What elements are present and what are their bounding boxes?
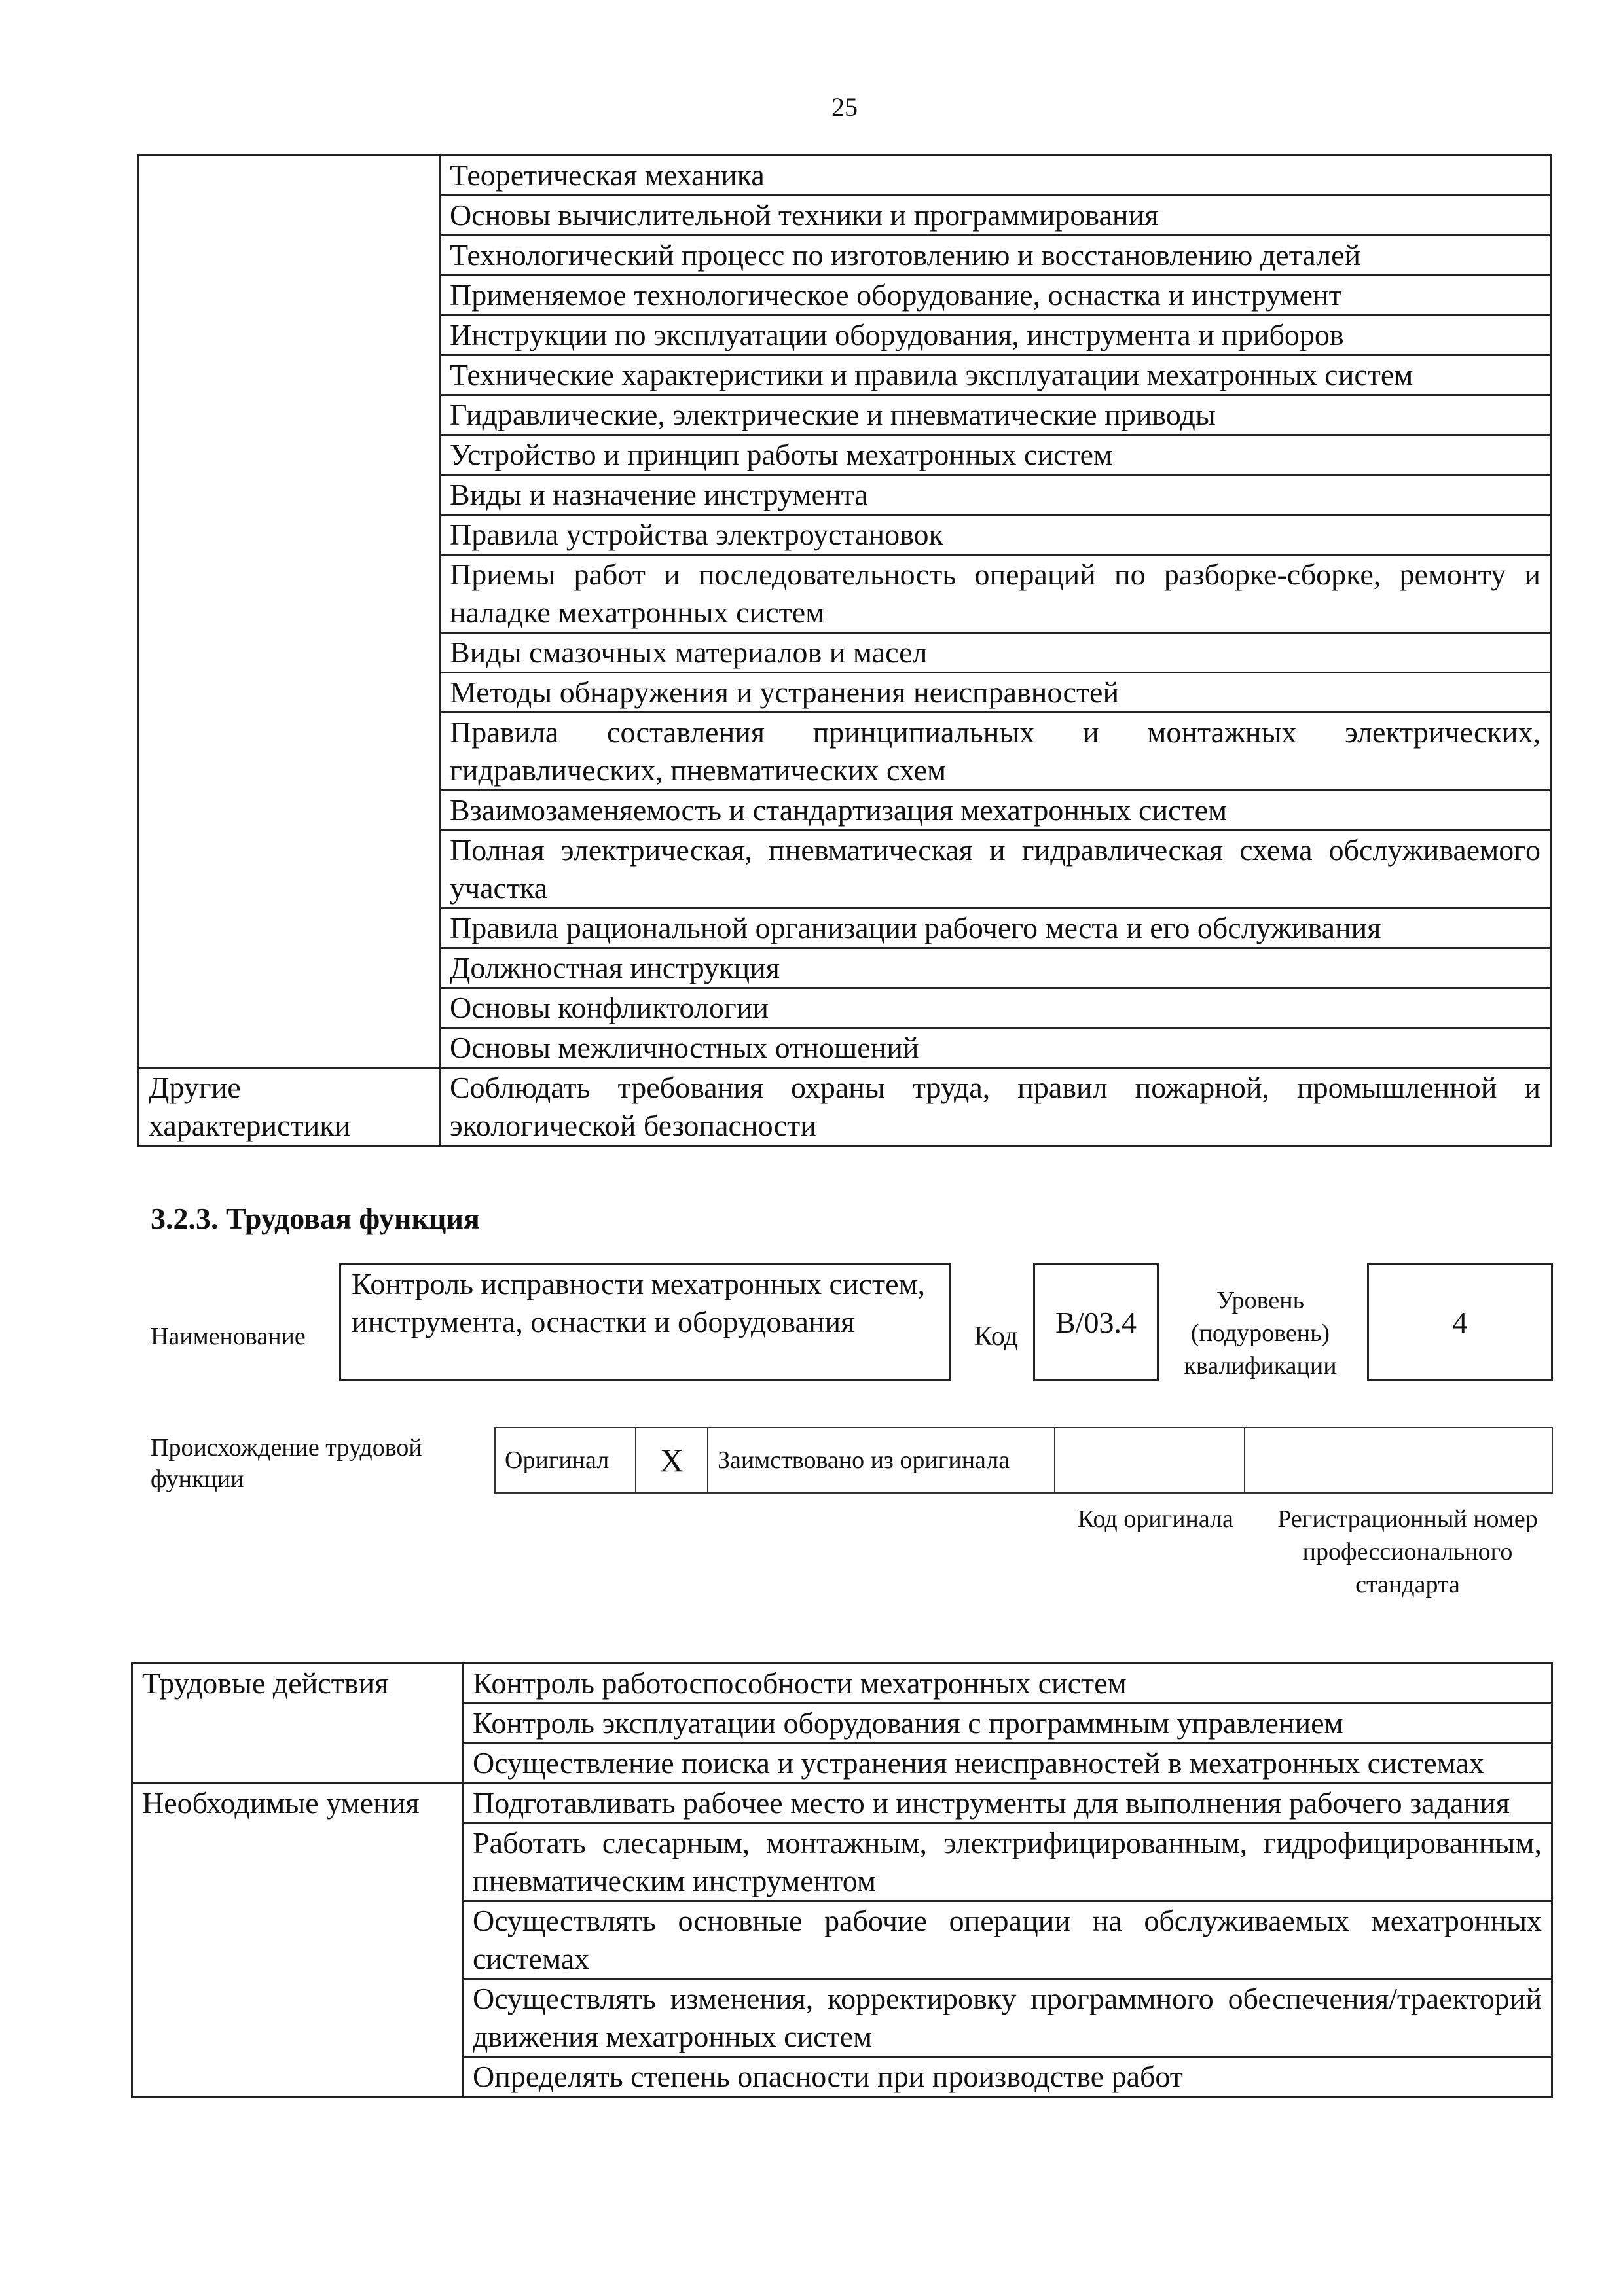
knowledge-item: Методы обнаружения и устранения неисправностей [440, 673, 1551, 713]
required-skill: Работать слесарным, монтажным, электрифицированным, гидрофицированным, пневматическим инструментом [463, 1823, 1552, 1901]
original-mark: X [636, 1427, 708, 1493]
labor-action: Контроль эксплуатации оборудования с программным управлением [463, 1704, 1552, 1744]
required-skill: Осуществлять основные рабочие операции на обслуживаемых мехатронных системах [463, 1901, 1552, 1979]
code-original-caption: Код оригинала [1078, 1505, 1233, 1533]
knowledge-item: Виды и назначение инструмента [440, 475, 1551, 515]
knowledge-item: Должностная инструкция [440, 948, 1551, 988]
knowledge-item: Основы конфликтологии [440, 988, 1551, 1028]
borrowed-cell: Заимствовано из оригинала [708, 1427, 1055, 1493]
knowledge-row [139, 156, 1551, 196]
function-name-box: Контроль исправности мехатронных систем, инструмента, оснастки и оборудования [339, 1263, 951, 1381]
knowledge-item: Приемы работ и последовательность операций по разборке-сборке, ремонту и наладке мехатронных систем [440, 555, 1551, 633]
page-number: 25 [831, 92, 858, 122]
knowledge-item: Гидравлические, электрические и пневматические приводы [440, 395, 1551, 435]
knowledge-item: Теоретическая механика [440, 156, 1551, 196]
knowledge-item: Технические характеристики и правила эксплуатации мехатронных систем [440, 355, 1551, 395]
knowledge-item: Основы вычислительной техники и программирования [440, 196, 1551, 236]
required-skill: Осуществлять изменения, корректировку программного обеспечения/траекторий движения мехатронных систем [463, 1979, 1552, 2057]
other-characteristics-value: Соблюдать требования охраны труда, правил пожарной, промышленной и экологической безопасности [440, 1068, 1551, 1146]
function-level-box: 4 [1367, 1263, 1553, 1381]
labor-action: Контроль работоспособности мехатронных систем [463, 1664, 1552, 1704]
knowledge-item: Технологический процесс по изготовлению и восстановлению деталей [440, 236, 1551, 276]
knowledge-label-cell [139, 156, 440, 1068]
function-table [131, 1662, 1553, 2098]
origin-table [494, 1427, 1553, 1494]
knowledge-table [137, 154, 1552, 1147]
origin-label: Происхождение трудовой функции [151, 1434, 422, 1493]
knowledge-item: Взаимозаменяемость и стандартизация мехатронных систем [440, 791, 1551, 831]
knowledge-item: Полная электрическая, пневматическая и гидравлическая схема обслуживаемого участка [440, 831, 1551, 908]
required-skill-label: Необходимые умения [132, 1784, 463, 2097]
original-cell: Оригинал [495, 1427, 636, 1493]
labor-action: Осуществление поиска и устранения неисправностей в мехатронных системах [463, 1744, 1552, 1784]
other-characteristics-row [139, 1068, 1551, 1146]
knowledge-item: Правила составления принципиальных и монтажных электрических, гидравлических, пневматических схем [440, 713, 1551, 791]
level-label: Уровень (подуровень) квалификации [1184, 1287, 1337, 1380]
registration-number-caption: Регистрационный номер профессионального стандарта [1277, 1505, 1538, 1598]
knowledge-item: Правила устройства электроустановок [440, 515, 1551, 555]
knowledge-item: Виды смазочных материалов и масел [440, 633, 1551, 673]
labor-action-label: Трудовые действия [132, 1664, 463, 1784]
labor-action-row [132, 1664, 1552, 1704]
code-label: Код [974, 1321, 1019, 1352]
required-skill: Подготавливать рабочее место и инструменты для выполнения рабочего задания [463, 1784, 1552, 1823]
knowledge-item: Правила рациональной организации рабочего места и его обслуживания [440, 908, 1551, 948]
required-skill-row [132, 1784, 1552, 1823]
knowledge-item: Устройство и принцип работы мехатронных систем [440, 435, 1551, 475]
knowledge-item: Инструкции по эксплуатации оборудования, инструмента и приборов [440, 315, 1551, 355]
required-skill: Определять степень опасности при производстве работ [463, 2057, 1552, 2097]
knowledge-item: Применяемое технологическое оборудование, оснастка и инструмент [440, 276, 1551, 315]
function-code-box: B/03.4 [1033, 1263, 1159, 1381]
name-label: Наименование [151, 1323, 306, 1350]
registration-number-cell [1245, 1427, 1552, 1493]
section-heading: 3.2.3. Трудовая функция [151, 1202, 480, 1235]
other-characteristics-label: Другие характеристики [139, 1068, 440, 1146]
original-code-cell [1055, 1427, 1245, 1493]
knowledge-item: Основы межличностных отношений [440, 1028, 1551, 1068]
